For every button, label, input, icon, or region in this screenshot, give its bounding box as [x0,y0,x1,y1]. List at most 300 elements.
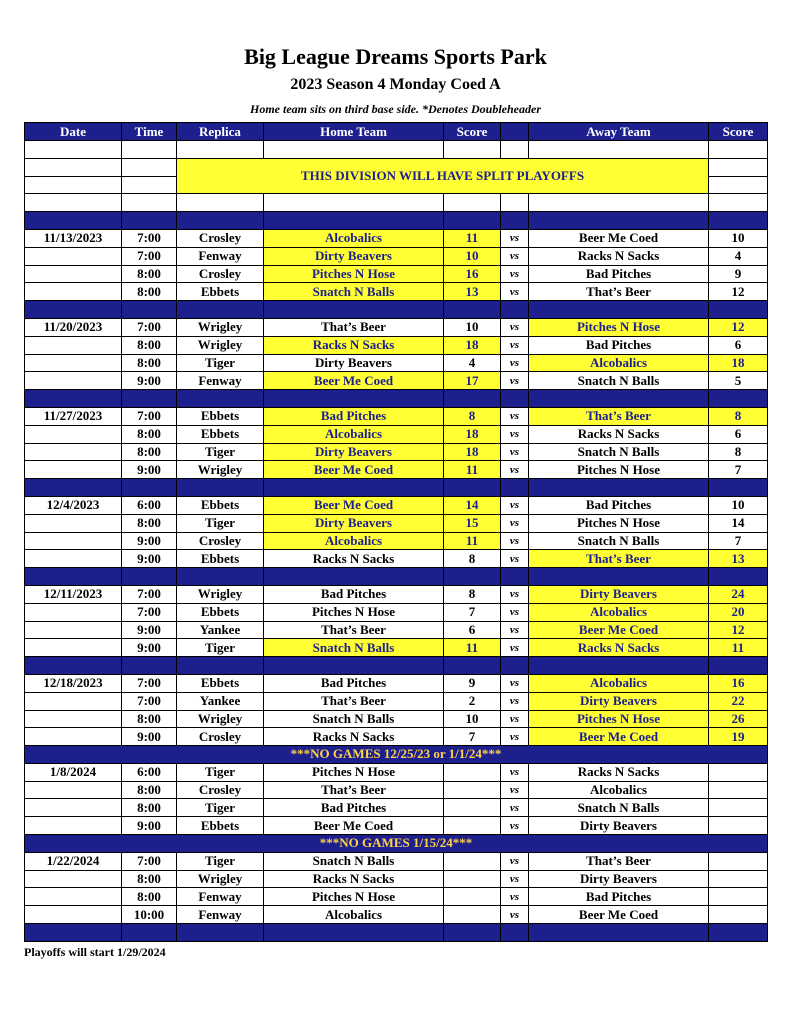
game-time: 8:00 [122,710,177,728]
away-team: Beer Me Coed [529,906,709,924]
separator-cell [709,479,768,497]
away-team: Snatch N Balls [529,443,709,461]
separator-cell [444,390,501,408]
vs-label: vs [501,763,529,781]
no-games-note: ***NO GAMES 1/15/24*** [25,835,768,853]
separator-cell [709,568,768,586]
home-team: Snatch N Balls [264,283,444,301]
home-team: Alcobalics [264,229,444,247]
game-row [25,265,768,283]
separator-cell [709,657,768,675]
vs-label: vs [501,603,529,621]
away-score: 8 [709,407,768,425]
separator-cell [709,212,768,230]
separator-cell [709,924,768,942]
game-field: Ebbets [177,674,264,692]
vs-label: vs [501,354,529,372]
game-row [25,532,768,550]
game-field: Ebbets [177,283,264,301]
game-row [25,354,768,372]
game-date [25,372,122,390]
home-team: Bad Pitches [264,799,444,817]
home-score: 13 [444,283,501,301]
game-field: Ebbets [177,496,264,514]
column-header-vs [501,123,529,141]
game-date [25,425,122,443]
game-row [25,336,768,354]
home-score [444,870,501,888]
game-time: 8:00 [122,425,177,443]
separator-cell [122,924,177,942]
separator-cell [264,657,444,675]
home-team: Beer Me Coed [264,817,444,835]
vs-label: vs [501,229,529,247]
away-team: Bad Pitches [529,496,709,514]
game-time: 8:00 [122,265,177,283]
home-score: 14 [444,496,501,514]
vs-label: vs [501,247,529,265]
vs-label: vs [501,906,529,924]
game-time: 8:00 [122,283,177,301]
home-team: Dirty Beavers [264,354,444,372]
game-field: Tiger [177,443,264,461]
game-field: Wrigley [177,710,264,728]
game-row [25,763,768,781]
away-score: 22 [709,692,768,710]
away-team: That’s Beer [529,283,709,301]
game-field: Yankee [177,692,264,710]
no-games-note: ***NO GAMES 12/25/23 or 1/1/24*** [25,746,768,764]
away-team: Bad Pitches [529,888,709,906]
away-score [709,781,768,799]
away-score: 13 [709,550,768,568]
away-team: Alcobalics [529,603,709,621]
schedule-body [25,141,768,942]
game-row [25,425,768,443]
game-date [25,870,122,888]
away-team: Beer Me Coed [529,728,709,746]
game-date [25,621,122,639]
game-row [25,817,768,835]
away-score [709,852,768,870]
home-score: 18 [444,443,501,461]
page-title: Big League Dreams Sports Park [244,44,547,69]
home-team: Snatch N Balls [264,710,444,728]
game-field: Crosley [177,728,264,746]
game-date: 11/20/2023 [25,318,122,336]
separator-cell [501,390,529,408]
away-score: 6 [709,425,768,443]
away-score: 11 [709,639,768,657]
week-separator [25,390,768,408]
week-separator [25,212,768,230]
home-score [444,763,501,781]
vs-label: vs [501,781,529,799]
home-team: Racks N Sacks [264,550,444,568]
home-team: Pitches N Hose [264,265,444,283]
game-date [25,710,122,728]
home-team: Alcobalics [264,906,444,924]
separator-cell [444,924,501,942]
game-row [25,283,768,301]
game-row [25,550,768,568]
vs-label: vs [501,318,529,336]
home-team: Dirty Beavers [264,514,444,532]
home-score: 10 [444,318,501,336]
home-team: Bad Pitches [264,407,444,425]
game-row [25,639,768,657]
separator-cell [501,568,529,586]
away-score [709,906,768,924]
game-time: 8:00 [122,781,177,799]
game-time: 9:00 [122,372,177,390]
game-row [25,799,768,817]
away-score: 10 [709,229,768,247]
game-field: Wrigley [177,318,264,336]
no-games-note-row [25,746,768,764]
game-time: 7:00 [122,692,177,710]
game-date [25,639,122,657]
home-score: 6 [444,621,501,639]
home-team: Beer Me Coed [264,461,444,479]
game-field: Crosley [177,532,264,550]
separator-cell [264,390,444,408]
game-time: 7:00 [122,852,177,870]
away-score: 20 [709,603,768,621]
vs-label: vs [501,639,529,657]
game-field: Tiger [177,639,264,657]
game-row [25,852,768,870]
away-score: 7 [709,532,768,550]
schedule-table [24,122,768,942]
home-score: 7 [444,603,501,621]
home-score: 10 [444,710,501,728]
game-time: 9:00 [122,550,177,568]
home-team: Dirty Beavers [264,443,444,461]
home-team: Pitches N Hose [264,888,444,906]
game-date [25,906,122,924]
vs-label: vs [501,283,529,301]
away-team: Racks N Sacks [529,763,709,781]
separator-cell [122,657,177,675]
separator-cell [501,301,529,319]
vs-label: vs [501,265,529,283]
away-team: Snatch N Balls [529,372,709,390]
column-header-away-score: Score [709,123,768,141]
game-date: 1/22/2024 [25,852,122,870]
away-team: That’s Beer [529,852,709,870]
separator-cell [444,657,501,675]
game-date: 1/8/2024 [25,763,122,781]
week-separator [25,301,768,319]
home-score: 2 [444,692,501,710]
home-score [444,781,501,799]
away-score: 16 [709,674,768,692]
game-time: 8:00 [122,870,177,888]
separator-cell [529,301,709,319]
away-score: 12 [709,318,768,336]
game-row [25,870,768,888]
game-date: 11/27/2023 [25,407,122,425]
home-team: That’s Beer [264,621,444,639]
home-team: Beer Me Coed [264,496,444,514]
separator-cell [25,657,122,675]
game-field: Wrigley [177,585,264,603]
vs-label: vs [501,407,529,425]
away-score [709,763,768,781]
vs-label: vs [501,496,529,514]
game-row [25,496,768,514]
home-team: Racks N Sacks [264,336,444,354]
separator-cell [501,924,529,942]
separator-cell [25,568,122,586]
game-date: 12/4/2023 [25,496,122,514]
away-team: Racks N Sacks [529,247,709,265]
game-row [25,906,768,924]
home-team: Beer Me Coed [264,372,444,390]
home-team: That’s Beer [264,692,444,710]
separator-cell [444,479,501,497]
game-time: 8:00 [122,514,177,532]
separator-cell [501,212,529,230]
game-field: Fenway [177,372,264,390]
home-score: 4 [444,354,501,372]
vs-label: vs [501,870,529,888]
home-score: 7 [444,728,501,746]
home-score [444,852,501,870]
away-team: Pitches N Hose [529,461,709,479]
vs-label: vs [501,532,529,550]
home-score: 15 [444,514,501,532]
game-time: 9:00 [122,817,177,835]
week-separator [25,924,768,942]
separator-cell [177,390,264,408]
game-row [25,692,768,710]
game-time: 10:00 [122,906,177,924]
game-date [25,336,122,354]
separator-cell [122,568,177,586]
away-team: Racks N Sacks [529,425,709,443]
away-team: Snatch N Balls [529,532,709,550]
away-score [709,888,768,906]
game-row [25,781,768,799]
away-team: Pitches N Hose [529,710,709,728]
game-field: Tiger [177,354,264,372]
home-score: 8 [444,407,501,425]
away-team: Snatch N Balls [529,799,709,817]
game-row [25,318,768,336]
game-row [25,514,768,532]
away-score: 4 [709,247,768,265]
game-date [25,354,122,372]
home-score: 9 [444,674,501,692]
game-row [25,372,768,390]
no-games-note-row [25,835,768,853]
game-time: 7:00 [122,318,177,336]
vs-label: vs [501,514,529,532]
game-date [25,888,122,906]
away-score: 9 [709,265,768,283]
separator-cell [501,657,529,675]
game-date: 11/13/2023 [25,229,122,247]
game-row [25,621,768,639]
home-score [444,817,501,835]
week-separator [25,568,768,586]
game-time: 9:00 [122,621,177,639]
game-field: Ebbets [177,407,264,425]
game-field: Tiger [177,852,264,870]
game-time: 8:00 [122,443,177,461]
game-field: Crosley [177,229,264,247]
game-time: 9:00 [122,532,177,550]
vs-label: vs [501,799,529,817]
game-field: Ebbets [177,425,264,443]
game-field: Fenway [177,888,264,906]
away-score: 8 [709,443,768,461]
vs-label: vs [501,817,529,835]
away-team: That’s Beer [529,550,709,568]
week-separator [25,479,768,497]
spacer-row [25,194,768,212]
away-team: Pitches N Hose [529,514,709,532]
home-score [444,906,501,924]
separator-cell [177,212,264,230]
column-header-home-team: Home Team [264,123,444,141]
game-field: Wrigley [177,870,264,888]
home-score: 11 [444,229,501,247]
separator-cell [529,924,709,942]
game-row [25,710,768,728]
separator-cell [25,924,122,942]
separator-cell [444,212,501,230]
away-score: 19 [709,728,768,746]
vs-label: vs [501,550,529,568]
vs-label: vs [501,674,529,692]
game-field: Wrigley [177,461,264,479]
game-date [25,781,122,799]
away-score [709,817,768,835]
away-team: That’s Beer [529,407,709,425]
home-team: Dirty Beavers [264,247,444,265]
separator-cell [264,301,444,319]
home-team: Snatch N Balls [264,639,444,657]
game-row [25,407,768,425]
home-score: 11 [444,532,501,550]
separator-cell [177,301,264,319]
game-date [25,443,122,461]
separator-cell [25,479,122,497]
home-team: Alcobalics [264,532,444,550]
game-field: Yankee [177,621,264,639]
vs-label: vs [501,852,529,870]
game-time: 9:00 [122,461,177,479]
spacer-row [25,141,768,159]
separator-cell [25,390,122,408]
game-date [25,514,122,532]
game-time: 6:00 [122,496,177,514]
away-score [709,870,768,888]
vs-label: vs [501,728,529,746]
home-team: That’s Beer [264,781,444,799]
away-score: 12 [709,283,768,301]
home-score: 8 [444,550,501,568]
home-score: 16 [444,265,501,283]
game-row [25,603,768,621]
header-row [25,123,768,141]
vs-label: vs [501,710,529,728]
game-time: 7:00 [122,603,177,621]
away-team: Bad Pitches [529,336,709,354]
playoffs-note: Playoffs will start 1/29/2024 [24,945,166,959]
vs-label: vs [501,692,529,710]
column-header-home-score: Score [444,123,501,141]
separator-cell [177,568,264,586]
vs-label: vs [501,888,529,906]
game-row [25,728,768,746]
game-row [25,888,768,906]
separator-cell [122,301,177,319]
game-date [25,283,122,301]
away-team: Dirty Beavers [529,585,709,603]
vs-label: vs [501,336,529,354]
game-date [25,550,122,568]
home-team: Pitches N Hose [264,603,444,621]
playoffs-banner: THIS DIVISION WILL HAVE SPLIT PLAYOFFS [177,158,709,194]
home-team: Snatch N Balls [264,852,444,870]
away-score: 24 [709,585,768,603]
page-subtitle: 2023 Season 4 Monday Coed A [290,76,501,93]
separator-cell [264,212,444,230]
game-time: 7:00 [122,229,177,247]
separator-cell [529,568,709,586]
separator-cell [501,479,529,497]
game-field: Tiger [177,799,264,817]
game-field: Ebbets [177,550,264,568]
column-header-date: Date [25,123,122,141]
game-field: Crosley [177,781,264,799]
separator-cell [264,924,444,942]
vs-label: vs [501,621,529,639]
home-score: 18 [444,336,501,354]
away-team: Dirty Beavers [529,692,709,710]
away-team: Alcobalics [529,781,709,799]
separator-cell [25,212,122,230]
home-score [444,799,501,817]
game-time: 9:00 [122,728,177,746]
spacer-row [25,158,768,176]
game-date [25,603,122,621]
game-field: Crosley [177,265,264,283]
game-date [25,728,122,746]
game-time: 7:00 [122,674,177,692]
away-score: 12 [709,621,768,639]
game-row [25,674,768,692]
game-time: 9:00 [122,639,177,657]
away-team: Beer Me Coed [529,229,709,247]
away-score: 6 [709,336,768,354]
vs-label: vs [501,425,529,443]
game-time: 8:00 [122,888,177,906]
column-header-away-team: Away Team [529,123,709,141]
game-field: Fenway [177,247,264,265]
game-time: 7:00 [122,407,177,425]
game-time: 8:00 [122,799,177,817]
separator-cell [529,390,709,408]
away-score: 10 [709,496,768,514]
away-score: 14 [709,514,768,532]
home-team: Alcobalics [264,425,444,443]
home-team: Racks N Sacks [264,870,444,888]
